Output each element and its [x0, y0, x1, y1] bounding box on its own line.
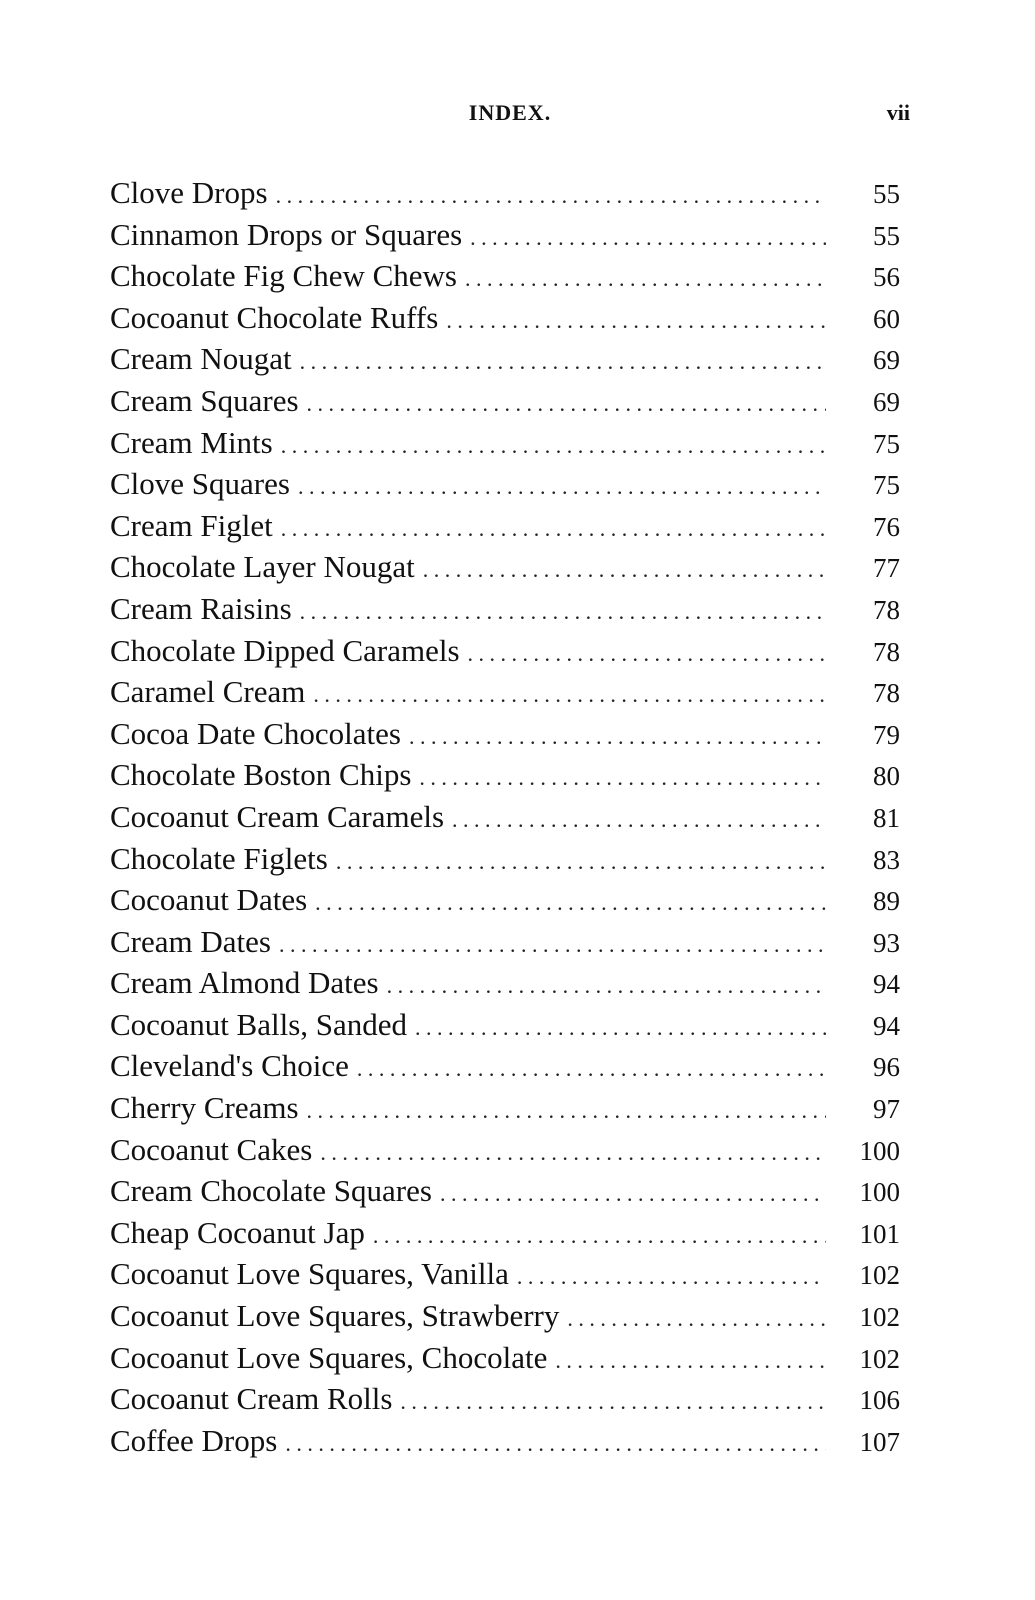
index-entry	[110, 463, 900, 505]
index-entry	[110, 1212, 900, 1254]
entry-page-number: 97	[873, 1094, 900, 1125]
entry-title: Cream Squares	[110, 382, 299, 418]
entry-title: Cheap Cocoanut Jap	[110, 1214, 365, 1250]
index-list	[110, 172, 900, 1461]
entry-page-number: 102	[859, 1302, 900, 1333]
entry-page-number: 81	[873, 802, 900, 833]
page-header	[110, 100, 910, 140]
dot-leader	[468, 633, 826, 675]
entry-title: Cocoanut Love Squares, Strawberry	[110, 1298, 560, 1334]
entry-page-number: 55	[873, 179, 900, 209]
entry-page-number: 79	[873, 719, 900, 750]
entry-page-number: 56	[873, 262, 900, 293]
entry-page-number: 77	[873, 553, 900, 584]
dot-leader	[357, 1048, 826, 1090]
entry-title: Cocoanut Cream Rolls	[110, 1381, 393, 1417]
index-entry	[110, 1295, 900, 1337]
dot-leader	[298, 466, 826, 508]
index-entry	[110, 380, 900, 422]
entry-page-number: 102	[859, 1343, 900, 1374]
entry-title: Chocolate Dipped Caramels	[110, 632, 460, 668]
page-number: vii	[886, 100, 910, 125]
index-entry	[110, 671, 900, 713]
dot-leader	[320, 1132, 826, 1174]
entry-title: Cocoa Date Chocolates	[110, 715, 401, 751]
dot-leader	[423, 549, 826, 591]
index-entry	[110, 338, 900, 380]
entry-title: Chocolate Boston Chips	[110, 757, 412, 793]
dot-leader	[465, 258, 826, 300]
index-entry	[110, 172, 900, 214]
entry-title: Cocoanut Cakes	[110, 1131, 313, 1167]
dot-leader	[419, 757, 826, 799]
dot-leader	[373, 1215, 826, 1257]
entry-title: Cocoanut Love Squares, Vanilla	[110, 1256, 509, 1292]
entry-page-number: 94	[873, 969, 900, 1000]
entry-title: Cocoanut Chocolate Ruffs	[110, 299, 439, 335]
dot-leader	[452, 799, 826, 841]
entry-page-number: 78	[873, 636, 900, 667]
entry-title: Cream Nougat	[110, 341, 292, 377]
running-title: INDEX.	[468, 100, 552, 125]
index-entry	[110, 1004, 900, 1046]
entry-title: Cocoanut Balls, Sanded	[110, 1006, 408, 1042]
index-entry	[110, 1337, 900, 1379]
index-entry	[110, 1170, 900, 1212]
dot-leader	[567, 1298, 826, 1340]
entry-title: Cream Chocolate Squares	[110, 1173, 432, 1209]
entry-title: Cleveland's Choice	[110, 1048, 349, 1084]
dot-leader	[409, 716, 826, 758]
entry-title: Chocolate Figlets	[110, 840, 328, 876]
entry-page-number: 94	[873, 1010, 900, 1041]
entry-title: Cinnamon Drops or Squares	[110, 216, 463, 252]
dot-leader	[400, 1381, 826, 1423]
entry-title: Cream Raisins	[110, 590, 292, 626]
dot-leader	[470, 217, 826, 259]
dot-leader	[387, 965, 826, 1007]
index-entry	[110, 1378, 900, 1420]
index-entry	[110, 505, 900, 547]
index-entry	[110, 630, 900, 672]
dot-leader	[281, 425, 826, 467]
index-entry	[110, 1253, 900, 1295]
dot-leader	[300, 341, 826, 383]
entry-title: Chocolate Layer Nougat	[110, 549, 415, 585]
entry-title: Cocoanut Love Squares, Chocolate	[110, 1339, 548, 1375]
entry-page-number: 80	[873, 761, 900, 792]
dot-leader	[440, 1173, 826, 1215]
index-entry	[110, 546, 900, 588]
index-entry	[110, 962, 900, 1004]
dot-leader	[276, 175, 826, 217]
index-entry	[110, 214, 900, 256]
index-entry	[110, 796, 900, 838]
index-entry	[110, 1129, 900, 1171]
entry-page-number: 101	[859, 1218, 900, 1249]
index-entry	[110, 921, 900, 963]
entry-title: Clove Drops	[110, 175, 268, 210]
entry-page-number: 60	[873, 303, 900, 334]
entry-page-number: 107	[859, 1426, 900, 1457]
entry-page-number: 78	[873, 594, 900, 625]
dot-leader	[307, 1090, 826, 1132]
dot-leader	[315, 882, 826, 924]
entry-page-number: 76	[873, 511, 900, 542]
entry-title: Cocoanut Cream Caramels	[110, 798, 445, 834]
index-entry	[110, 255, 900, 297]
dot-leader	[415, 1007, 826, 1049]
index-entry	[110, 879, 900, 921]
dot-leader	[446, 300, 826, 342]
entry-page-number: 69	[873, 386, 900, 417]
dot-leader	[555, 1340, 826, 1382]
dot-leader	[285, 1423, 826, 1465]
index-entry	[110, 588, 900, 630]
entry-title: Cream Almond Dates	[110, 965, 379, 1001]
index-entry	[110, 838, 900, 880]
entry-page-number: 96	[873, 1052, 900, 1083]
dot-leader	[517, 1256, 826, 1298]
index-entry	[110, 422, 900, 464]
entry-title: Clove Squares	[110, 466, 290, 502]
entry-title: Coffee Drops	[110, 1422, 278, 1458]
entry-page-number: 102	[859, 1260, 900, 1291]
entry-page-number: 75	[873, 428, 900, 459]
index-entry	[110, 1087, 900, 1129]
dot-leader	[279, 924, 826, 966]
entry-page-number: 106	[859, 1385, 900, 1416]
dot-leader	[307, 383, 826, 425]
entry-page-number: 55	[873, 220, 900, 251]
index-entry	[110, 1045, 900, 1087]
entry-title: Cherry Creams	[110, 1090, 299, 1126]
entry-page-number: 100	[859, 1135, 900, 1166]
entry-title: Cream Dates	[110, 923, 271, 959]
entry-title: Cocoanut Dates	[110, 882, 308, 918]
entry-title: Caramel Cream	[110, 674, 306, 710]
dot-leader	[300, 591, 826, 633]
entry-page-number: 78	[873, 678, 900, 709]
entry-page-number: 69	[873, 345, 900, 376]
index-entry	[110, 297, 900, 339]
dot-leader	[336, 841, 826, 883]
entry-page-number: 89	[873, 886, 900, 917]
dot-leader	[313, 674, 826, 716]
entry-page-number: 75	[873, 470, 900, 501]
entry-title: Cream Figlet	[110, 507, 273, 543]
index-entry	[110, 713, 900, 755]
entry-page-number: 83	[873, 844, 900, 875]
index-entry	[110, 1420, 900, 1462]
entry-page-number: 93	[873, 927, 900, 958]
entry-page-number: 100	[859, 1177, 900, 1208]
entry-title: Cream Mints	[110, 424, 273, 460]
entry-title: Chocolate Fig Chew Chews	[110, 258, 457, 294]
index-entry	[110, 754, 900, 796]
dot-leader	[281, 508, 826, 550]
